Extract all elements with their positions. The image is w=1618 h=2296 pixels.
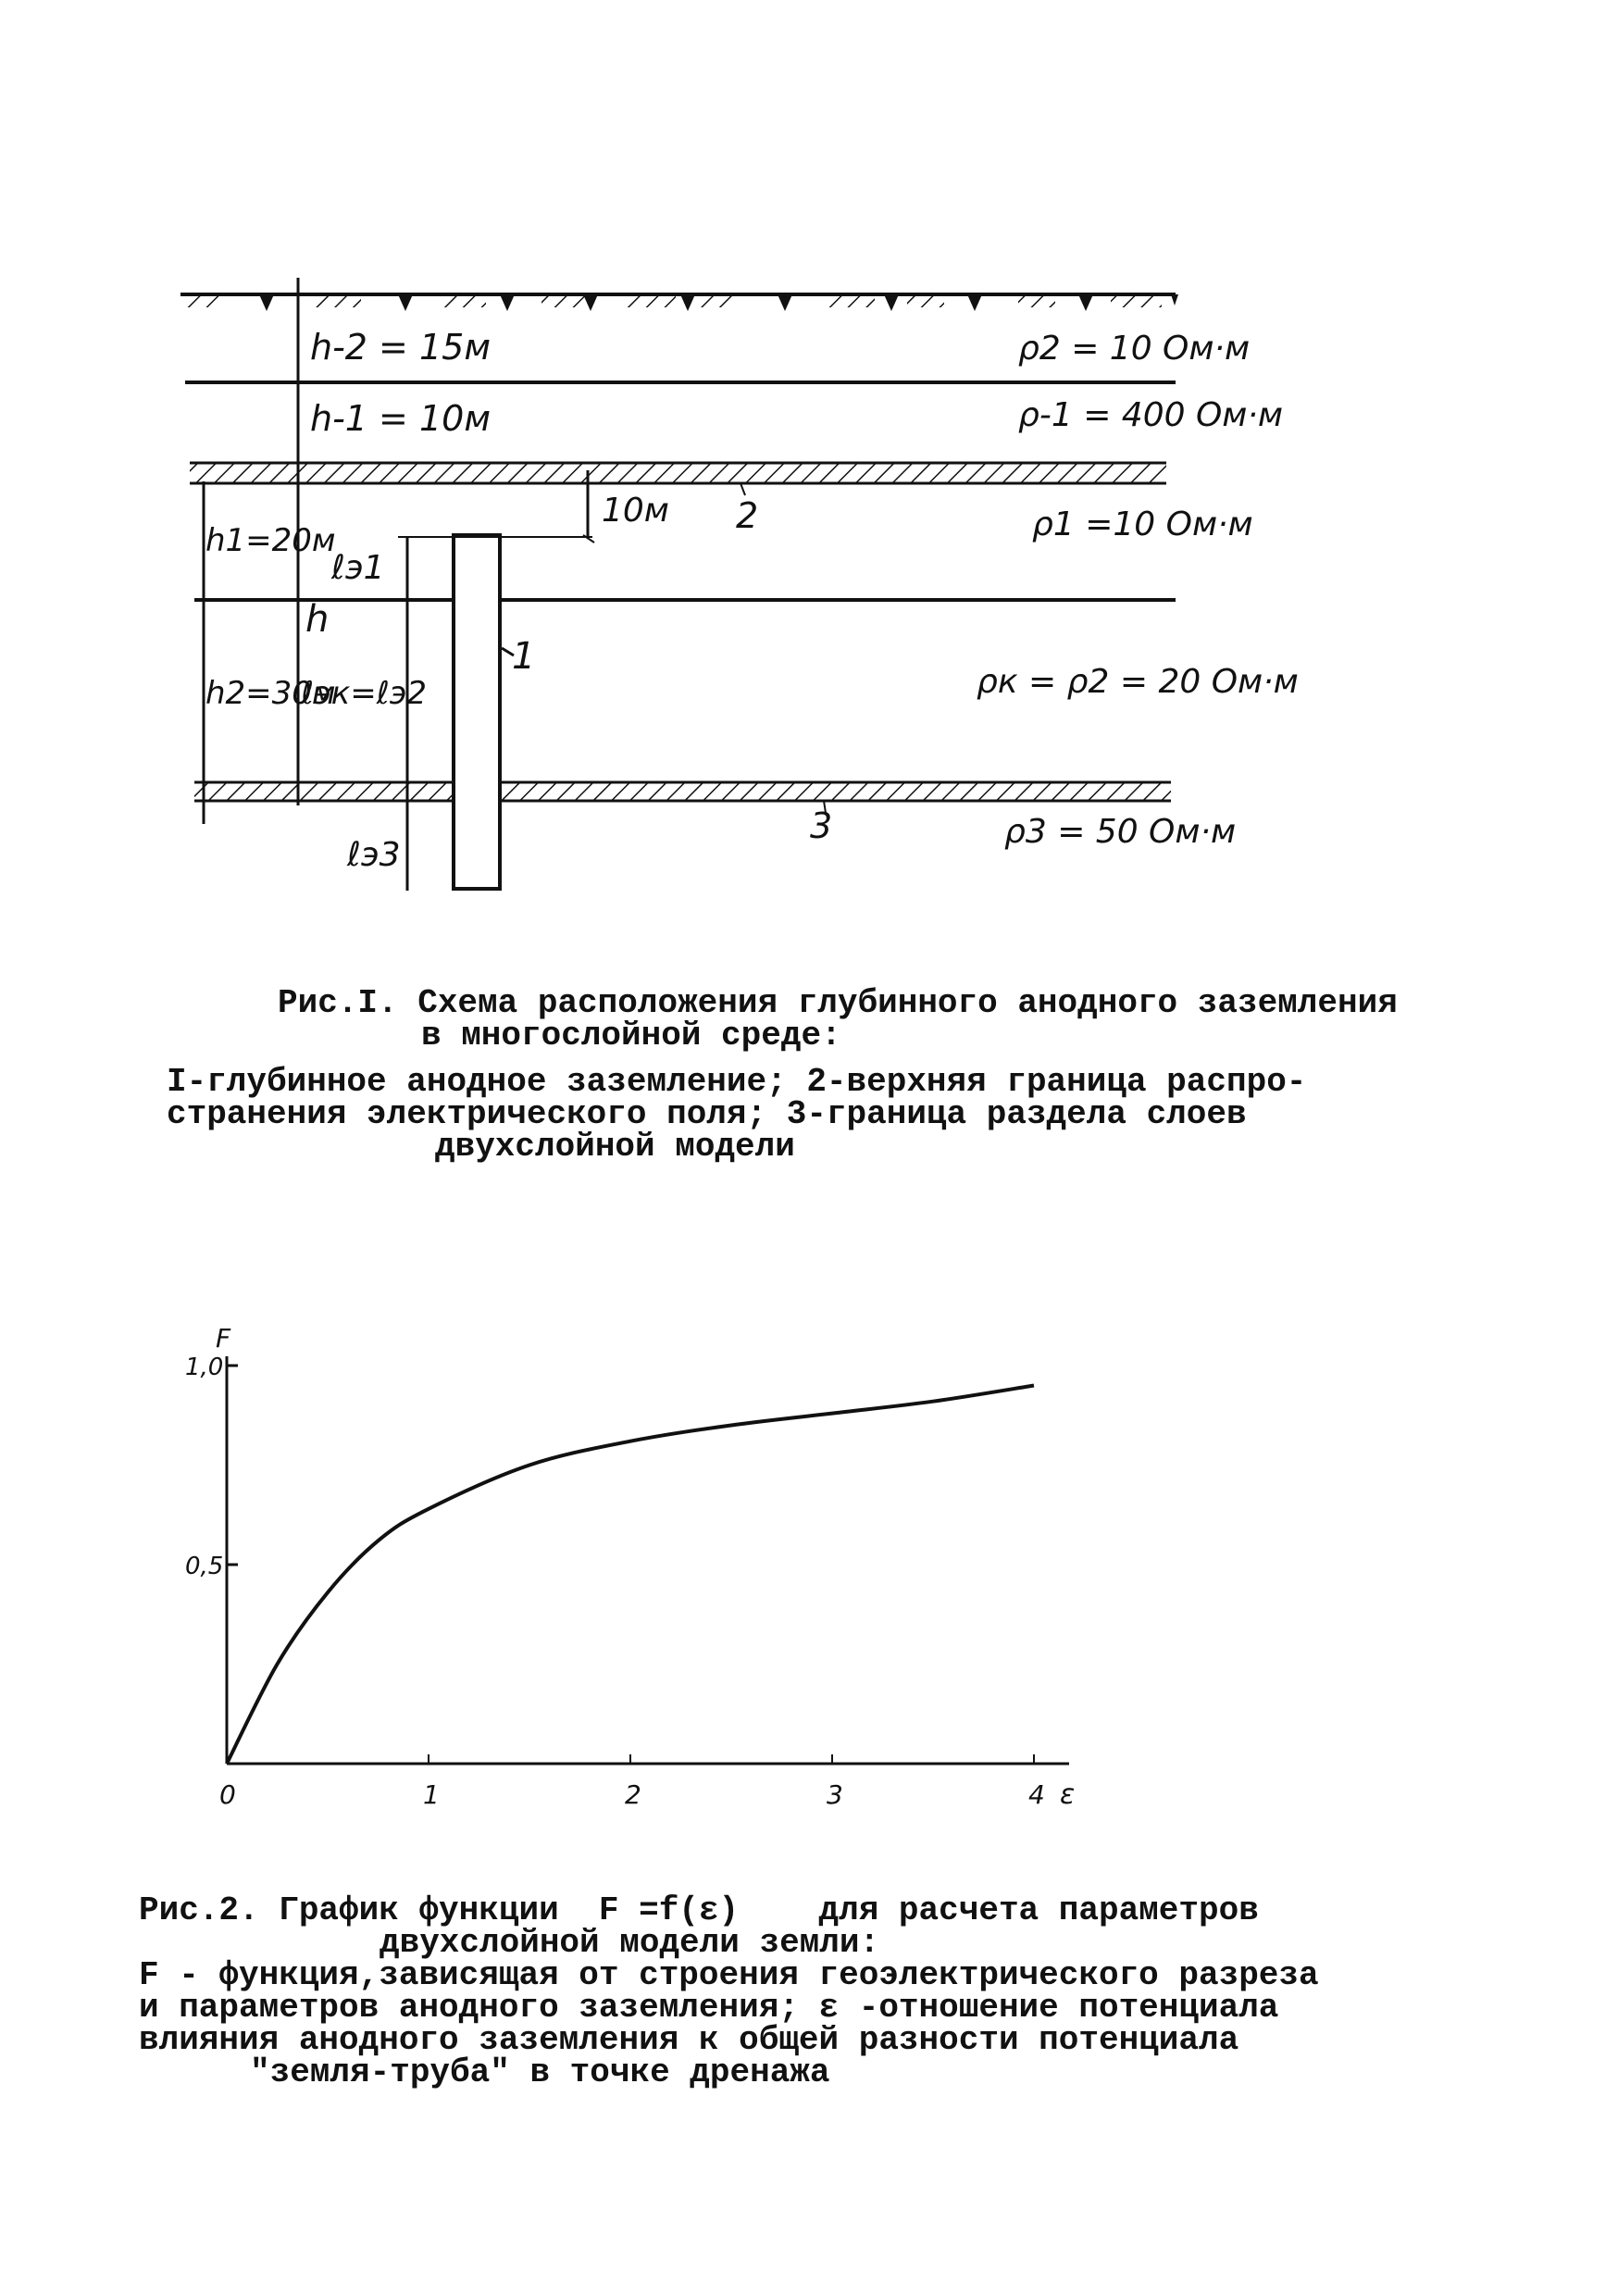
label-lek: ℓэк=ℓэ2: [301, 675, 428, 712]
figure2-caption-line6: "земля-труба" в точке дренажа: [250, 2053, 830, 2091]
label-rho1: ρ1 =10 Ом·м: [1032, 505, 1253, 543]
label-1: 1: [512, 635, 536, 678]
label-h: h: [305, 598, 330, 641]
figure1-caption-title: Рис.I. Схема расположения глубинного анодного заземления: [278, 984, 1398, 1022]
label-h-minus1: h-1 = 10м: [310, 398, 491, 439]
figure2-caption-line5: влияния анодного заземления к общей разности потенциала: [139, 2021, 1239, 2059]
x-tick-label-1: 1: [423, 1779, 440, 1810]
label-rho-minus1: ρ-1 = 400 Ом·м: [1018, 396, 1284, 434]
y-axis-label: F: [216, 1323, 231, 1354]
anode-electrode: [454, 535, 500, 889]
y-tick-label-1,0: 1,0: [185, 1354, 224, 1381]
figure1-diagram: [0, 0, 1618, 926]
label-rhoK: ρк = ρ2 = 20 Ом·м: [977, 663, 1299, 701]
label-2: 2: [736, 495, 759, 536]
x-tick-label-3: 3: [827, 1779, 843, 1810]
boundary-3-hatched: [194, 782, 1171, 801]
label-h-minus2: h-2 = 15м: [310, 327, 491, 368]
label-rho2-top: ρ2 = 10 Ом·м: [1018, 330, 1251, 368]
figure1-caption-title2: в многослойной среде:: [421, 1017, 841, 1054]
x-tick-label-4: 4: [1028, 1779, 1045, 1810]
x-tick-label-0: 0: [219, 1779, 236, 1810]
x-tick-label-2: 2: [625, 1779, 641, 1810]
figure2-caption-line2: двухслойной модели земли:: [380, 1924, 880, 1962]
label-h2: h2=30м: [205, 675, 336, 712]
label-3: 3: [810, 805, 833, 846]
label-10m: 10м: [602, 492, 669, 530]
figure2-caption-line3: F - функция,зависящая от строения геоэлектрического разреза: [139, 1956, 1319, 1994]
label-rho3: ρ3 = 50 Ом·м: [1004, 813, 1237, 851]
figure2-caption-line4: и параметров анодного заземления; ε -отношение потенциала: [139, 1989, 1279, 2027]
x-axis-label: ε: [1060, 1778, 1076, 1811]
label-le1: ℓэ1: [331, 549, 385, 587]
y-tick-label-0,5: 0,5: [185, 1553, 224, 1580]
figure1-caption-line1: I-глубинное анодное заземление; 2-верхняя граница распро-: [167, 1063, 1307, 1101]
label-le3: ℓэ3: [347, 836, 401, 874]
ground-surface: [180, 294, 1178, 311]
figure2-caption-line1: Рис.2. График функции F =f(ε) для расчета параметров: [139, 1891, 1259, 1929]
boundary-2-hatched: [190, 463, 1166, 483]
figure1-caption-line3: двухслойной модели: [435, 1128, 795, 1166]
figure1-caption-line2: странения электрического поля; 3-граница раздела слоев: [167, 1095, 1247, 1133]
label-h1: h1=20м: [205, 522, 336, 559]
leader-2: [741, 483, 745, 495]
series-line-F: [227, 1386, 1034, 1765]
